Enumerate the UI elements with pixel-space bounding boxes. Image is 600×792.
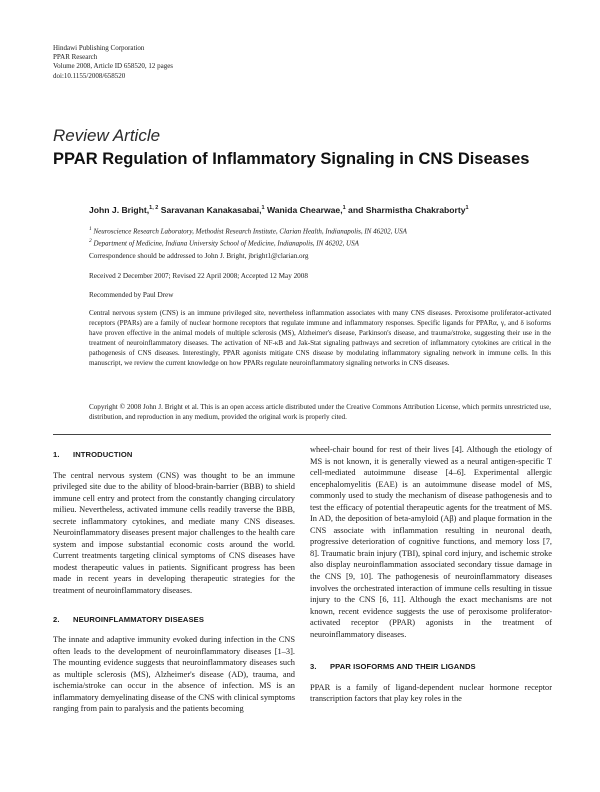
received-dates: Received 2 December 2007; Revised 22 April 2008; Accepted 12 May 2008	[89, 272, 308, 280]
author-name: and Sharmistha Chakraborty	[345, 205, 466, 215]
article-type: Review Article	[53, 126, 161, 145]
author-name: John J. Bright,	[89, 205, 150, 215]
affil-mark: 1	[89, 226, 92, 232]
recommended-by: Recommended by Paul Drew	[89, 291, 174, 299]
author-affil-mark: 1	[261, 205, 265, 212]
affil-text: Department of Medicine, Indiana University School of Medicine, Indianapolis, IN 46202, USA	[91, 239, 359, 248]
section-title: NEUROINFLAMMATORY DISEASES	[73, 614, 204, 624]
author-name: Saravanan Kanakasabai,	[158, 205, 262, 215]
author-name: Wanida Chearwae,	[264, 205, 343, 215]
journal-header	[53, 44, 173, 81]
author-list	[89, 205, 469, 215]
section-heading	[53, 449, 295, 461]
doi: doi:10.1155/2008/658520	[53, 71, 126, 80]
section-number: 3.	[310, 662, 317, 672]
section-heading	[310, 661, 552, 673]
affiliation	[89, 224, 407, 236]
copyright: Copyright © 2008 John J. Bright et al. This is an open access article distributed under the Creative Commons Attribution License, which permits unrestricted use, distribution, and reproduction in any medium, provided the original work is properly cited.	[89, 403, 551, 421]
author-affil-mark: 1, 2	[149, 205, 159, 212]
section-number: 1.	[53, 450, 60, 459]
section-number: 2.	[53, 614, 60, 624]
divider	[53, 434, 551, 435]
journal-name: PPAR Research	[53, 53, 98, 62]
section-body: The central nervous system (CNS) was thought to be an immune privileged site due to the ability of blood-brain-barrier (BBB) to shield immune cell entry and protect from the constantly changing circulatory milieu. Nevertheless, activated immune cells readily traverse the BBB, secrete inflammatory cytokines, and mediate many CNS diseases. Neuroinflammatory diseases present major challenges to the health care system and impose substantial economic costs around the world. Current treatments targeting clinical symptoms of CNS diseases have modest therapeutic values in patients. Significant progress has been made in recent years in developing therapeutic strategies for the treatment of neuroinflammatory diseases.	[53, 470, 295, 596]
section-heading	[53, 614, 295, 626]
left-column	[53, 444, 295, 715]
right-column	[310, 444, 552, 705]
volume-info: Volume 2008, Article ID 658520, 12 pages	[53, 62, 174, 71]
section-body: PPAR is a family of ligand-dependent nuclear hormone receptor transcription factors that play key roles in the	[310, 682, 552, 704]
author-affil-mark: 1	[342, 205, 346, 212]
author-affil-mark: 1	[465, 205, 469, 212]
abstract: Central nervous system (CNS) is an immune privileged site, nevertheless inflammation associates with many CNS diseases. Peroxisome proliferator-activated receptors (PPARs) are a family of nuclear hormone receptors that regulate immune and inflammatory responses. Specific ligands for PPARα, γ, and δ isoforms have proven effective in the animal models of multiple sclerosis (MS), Alzheimer's disease, Parkinson's disease, and trauma/stroke, suggesting their use in the treatment of neuroinflammatory diseases. The activation of NF-κB and Jak-Stat signaling pathways and secretion of inflammatory cytokines are critical in the pathogenesis of CNS diseases. Interestingly, PPAR agonists mitigate CNS disease by modulating inflammatory signaling network in immune cells. In this manuscript, we review the current knowledge on how PPARs regulate neuroinflammatory signaling networks in CNS diseases.	[89, 309, 551, 367]
publisher: Hindawi Publishing Corporation	[53, 44, 145, 52]
section-body: wheel-chair bound for rest of their lives [4]. Although the etiology of MS is not known, it is generally viewed as a neural antigen-specific T cell-mediated autoimmune disease [4–6]. Experimental allergic encephalomyelitis (EAE) is an autoimmune disease model of MS, commonly used to study the mechanism of disease pathogenesis and to test the efficacy of potential therapeutic agents for the treatment of MS. In AD, the deposition of beta-amyloid (Aβ) and plaque formation in the CNS associate with inflammation resulting in neuronal death, progressive deterioration of cognitive functions, and memory loss [7, 8]. Traumatic brain injury (TBI), spinal cord injury, and ischemic stroke also display neuroinflammation associated secondary tissue damage in the CNS [9, 10]. The pathogenesis of neuroinflammatory diseases involves the orchestrated interaction of immune cells resulting in tissue injury to the CNS [6, 11]. Although the exact mechanisms are not known, recent evidence suggests the use of peroxisome proliferator-activated receptor (PPAR) agonists in the treatment of neuroinflammatory diseases.	[310, 445, 552, 639]
affiliation	[89, 236, 407, 248]
affil-mark: 2	[89, 238, 92, 245]
affil-text: Neuroscience Research Laboratory, Methodist Research Institute, Clarian Health, Indianapolis, IN 46202, USA	[91, 227, 407, 236]
article-title: PPAR Regulation of Inflammatory Signaling in CNS Diseases	[53, 150, 530, 168]
correspondence: Correspondence should be addressed to John J. Bright, jbright1@clarian.org	[89, 252, 309, 260]
section-title: INTRODUCTION	[73, 450, 133, 459]
affiliations	[89, 224, 407, 249]
section-body: The innate and adaptive immunity evoked during infection in the CNS often leads to the development of neuroinflammatory diseases [1–3]. The mounting evidence suggests that neuroinflammatory diseases such as multiple sclerosis (MS), Alzheimer's disease (AD), trauma, and ischemia/stroke can occur in the absence of infection. MS is an inflammatory demyelinating disease of the CNS with clinical symptoms ranging from pain to paralysis and the patients becoming	[53, 635, 295, 714]
section-title: PPAR ISOFORMS AND THEIR LIGANDS	[330, 662, 476, 672]
